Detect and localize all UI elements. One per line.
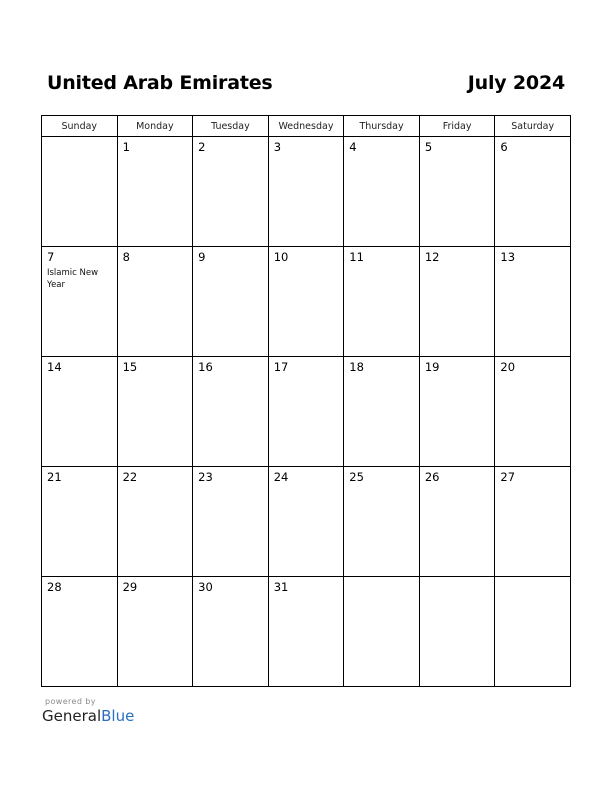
day-cell (495, 137, 571, 247)
powered-by-text: powered by (45, 697, 96, 706)
day-number: 28 (47, 580, 62, 594)
logo-text-blue: Blue (101, 707, 135, 725)
day-number: 6 (500, 140, 508, 154)
day-number: 10 (273, 250, 289, 264)
day-cell (42, 357, 118, 467)
day-number (495, 577, 570, 581)
day-cell (268, 357, 344, 467)
day-number: 18 (349, 360, 364, 374)
day-cell (117, 357, 193, 467)
weekday-tuesday: Tuesday (193, 116, 269, 137)
day-number: 4 (349, 140, 357, 154)
day-cell (344, 247, 420, 357)
day-number: 25 (349, 470, 364, 484)
weekday-sunday: Sunday (42, 116, 118, 137)
week-row (42, 247, 571, 357)
week-row (42, 137, 571, 247)
day-cell (495, 357, 571, 467)
day-number: 20 (500, 360, 516, 374)
day-cell (495, 577, 571, 687)
day-cell (42, 137, 118, 247)
day-number (420, 577, 495, 581)
day-cell (117, 577, 193, 687)
day-cell (193, 357, 269, 467)
day-number: 11 (349, 250, 364, 264)
country-title: United Arab Emirates (47, 72, 273, 94)
week-row (42, 467, 571, 577)
day-cell (419, 137, 495, 247)
day-cell (42, 467, 118, 577)
day-cell (117, 137, 193, 247)
day-cell (419, 247, 495, 357)
day-cell (117, 247, 193, 357)
day-number: 19 (424, 360, 440, 374)
holiday-label: Islamic New Year (47, 268, 99, 290)
day-number: 16 (198, 360, 213, 374)
day-cell (344, 137, 420, 247)
day-cell (495, 467, 571, 577)
day-number: 2 (198, 140, 206, 154)
day-cell (42, 247, 118, 357)
day-cell (344, 577, 420, 687)
day-number (344, 577, 419, 581)
day-cell (344, 357, 420, 467)
day-cell (419, 467, 495, 577)
day-number: 26 (424, 470, 440, 484)
day-number: 12 (424, 250, 440, 264)
day-cell (193, 137, 269, 247)
day-cell (193, 247, 269, 357)
weekday-header-row (42, 116, 571, 137)
weekday-saturday: Saturday (495, 116, 571, 137)
day-number: 1 (122, 140, 130, 154)
day-number: 24 (273, 470, 289, 484)
day-number: 3 (273, 140, 282, 154)
day-cell (495, 247, 571, 357)
day-cell (193, 577, 269, 687)
day-cell (268, 247, 344, 357)
day-cell (193, 467, 269, 577)
week-row (42, 357, 571, 467)
day-cell (419, 357, 495, 467)
day-number: 31 (273, 580, 289, 594)
generalblue-logo[interactable] (42, 707, 134, 725)
calendar-grid (41, 115, 571, 687)
weekday-thursday: Thursday (344, 116, 420, 137)
day-number: 13 (500, 250, 516, 264)
weekday-monday: Monday (117, 116, 193, 137)
day-number: 7 (47, 250, 55, 264)
day-number: 21 (47, 470, 62, 484)
day-number: 15 (122, 360, 138, 374)
day-number: 5 (424, 140, 433, 154)
logo-text-general: General (42, 707, 102, 725)
day-number: 30 (198, 580, 213, 594)
day-cell (268, 467, 344, 577)
day-cell (117, 467, 193, 577)
day-number: 8 (122, 250, 130, 264)
day-number: 27 (500, 470, 516, 484)
day-number: 17 (273, 360, 289, 374)
day-cell (419, 577, 495, 687)
day-cell (344, 467, 420, 577)
month-year-title: July 2024 (467, 72, 565, 94)
day-cell (268, 577, 344, 687)
day-number: 23 (198, 470, 213, 484)
day-number: 14 (47, 360, 62, 374)
weekday-wednesday: Wednesday (268, 116, 344, 137)
day-number: 29 (122, 580, 138, 594)
day-cell (268, 137, 344, 247)
weekday-friday: Friday (419, 116, 495, 137)
day-number (42, 137, 117, 141)
day-number: 22 (122, 470, 138, 484)
week-row (42, 577, 571, 687)
day-number: 9 (198, 250, 206, 264)
day-cell (42, 577, 118, 687)
